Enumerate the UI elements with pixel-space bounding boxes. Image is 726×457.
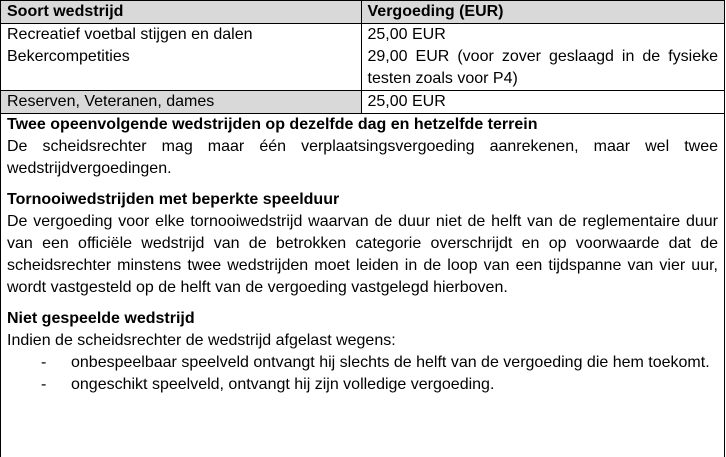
reason-list [7,352,718,396]
fee-cell [361,24,724,91]
table-header-row [1,1,724,24]
section-title: Niet gespeelde wedstrijd [7,310,195,327]
spacer [1,180,724,189]
column-header-fee: Vergoeding (EUR) [361,1,724,24]
section-title: Tornooiwedstrijden met beperkte speelduur [7,191,340,208]
fee-table [1,1,724,114]
section-tournament-matches [1,189,724,299]
table-row [1,24,724,91]
match-type-line: Recreatief voetbal stijgen en dalen [7,26,253,43]
column-header-match-type: Soort wedstrijd [1,1,361,24]
match-type-line: Bekercompetities [7,48,130,65]
fee-line: 29,00 EUR (voor zover geslaagd in de fysieke testen zoals voor P4) [367,48,718,87]
section-unplayed-match [1,308,724,396]
dash-bullet: - [41,354,47,371]
list-item [7,374,718,396]
match-type-cell [1,24,361,91]
table-row [1,91,724,114]
fee-line: 25,00 EUR [367,26,446,43]
section-title: Twee opeenvolgende wedstrijden op dezelfde dag en hetzelfde terrein [7,116,538,133]
spacer [1,299,724,308]
section-body: De scheidsrechter mag maar één verplaatsingsvergoeding aanrekenen, maar wel twee wedstrijdvergoedingen. [7,138,718,177]
section-body: De vergoeding voor elke tornooiwedstrijd waarvan de duur niet de helft van de reglementaire duur van een officiële wedstrijd van de betrokken categorie overschrijdt en op voorwaarde dat de scheidsrechter minstens twee wedstrijden moet leiden in de loop van een tijdspanne van vier uur, wordt vastgesteld op de helft van de vergoeding vastgelegd hierboven. [7,213,718,296]
list-item-text: onbespeelbaar speelveld ontvangt hij slechts de helft van de vergoeding die hem toekomt. [71,354,710,371]
section-body: Indien de scheidsrechter de wedstrijd afgelast wegens: [7,332,396,349]
match-type-cell: Reserven, Veteranen, dames [1,91,361,114]
list-item-text: ongeschikt speelveld, ontvangt hij zijn volledige vergoeding. [71,376,495,393]
fee-cell: 25,00 EUR [361,91,724,114]
dash-bullet: - [41,376,47,393]
list-item [7,352,718,374]
section-consecutive-matches [1,114,724,180]
